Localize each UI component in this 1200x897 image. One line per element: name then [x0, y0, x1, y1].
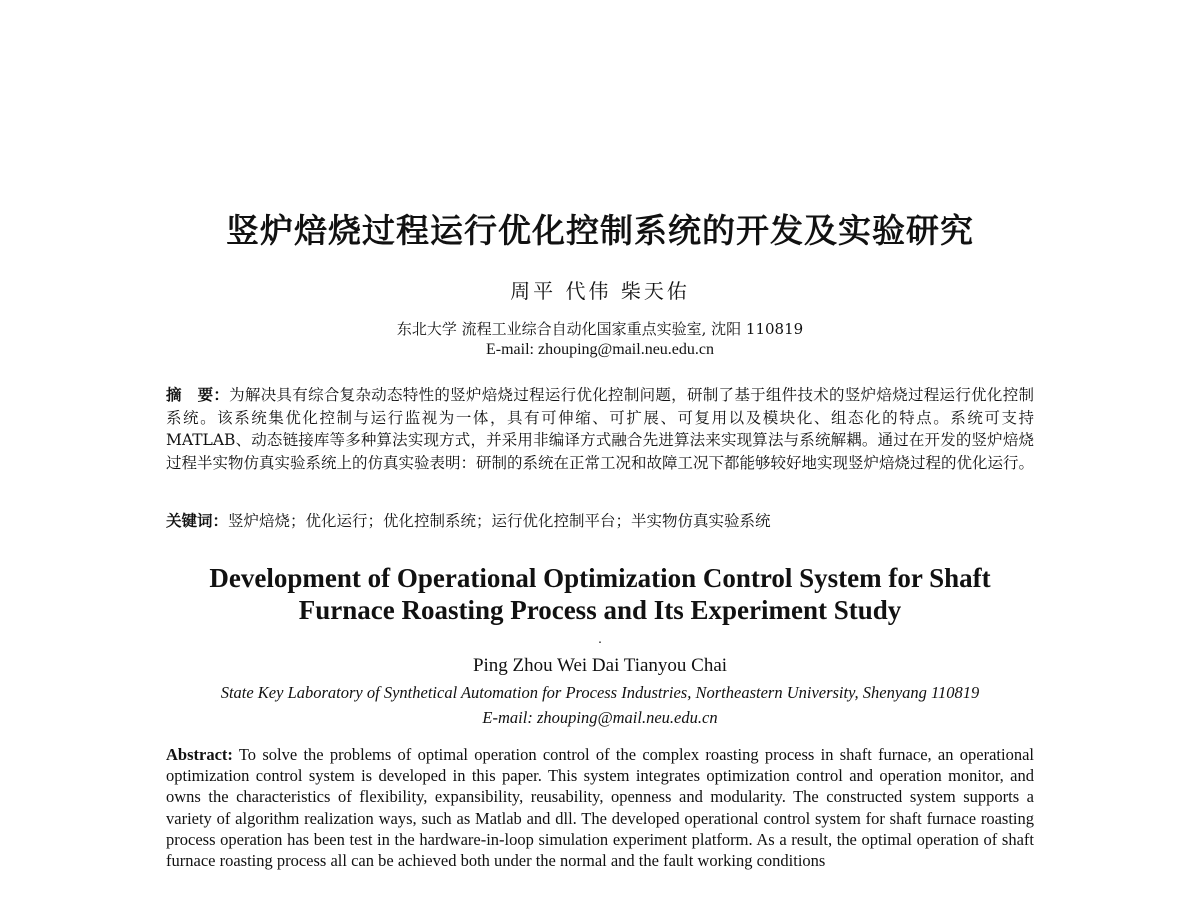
english-title — [0, 562, 1200, 626]
english-title-line-2: Furnace Roasting Process and Its Experiment Study — [298, 595, 902, 625]
english-abstract-label: Abstract: — [166, 745, 233, 764]
chinese-keywords-label: 关键词： — [166, 512, 229, 530]
english-abstract-text: To solve the problems of optimal operation control of the complex roasting process in shaft furnace, an operational optimization control system is developed in this paper. This system integrates optimization control and operation monitor, and owns the characteristics of flexibility, expansibility, reusability, openness and modularity. The constructed system supports a variety of algorithm realization ways, such as Matlab and dll. The developed operational control system for shaft furnace roasting process operation has been test in the hardware-in-loop simulation experiment platform. As a result, the optimal operation of shaft furnace roasting process all can be achieved both under the normal and the fault working conditions — [166, 745, 1034, 871]
chinese-abstract — [166, 384, 1034, 474]
english-affiliation: State Key Laboratory of Synthetical Automation for Process Industries, Northeastern University, Shenyang 110819 — [220, 683, 980, 702]
separator-dot: . — [598, 632, 602, 647]
english-email: E-mail: zhouping@mail.neu.edu.cn — [482, 708, 718, 727]
chinese-abstract-label: 摘 要： — [166, 386, 230, 404]
chinese-title: 竖炉焙烧过程运行优化控制系统的开发及实验研究 — [226, 211, 974, 250]
chinese-affiliation: 东北大学 流程工业综合自动化国家重点实验室, 沈阳 110819 — [396, 320, 804, 338]
english-title-line-1: Development of Operational Optimization Control System for Shaft — [209, 563, 991, 593]
chinese-authors: 周平 代伟 柴天佑 — [510, 279, 690, 303]
chinese-email: E-mail: zhouping@mail.neu.edu.cn — [485, 341, 714, 358]
english-authors: Ping Zhou Wei Dai Tianyou Chai — [472, 655, 728, 676]
chinese-abstract-text: 为解决具有综合复杂动态特性的竖炉焙烧过程运行优化控制问题，研制了基于组件技术的竖炉焙烧过程运行优化控制系统。该系统集优化控制与运行监视为一体，具有可伸缩、可扩展、可复用以及模块化、组态化的特点。系统可支持MATLAB、动态链接库等多种算法实现方式，并采用非编译方式融合先进算法来实现算法与系统解耦。通过在开发的竖炉焙烧过程半实物仿真实验系统上的仿真实验表明：研制的系统在正常工况和故障工况下都能够较好地实现竖炉焙烧过程的优化运行。 — [166, 386, 1035, 472]
chinese-keywords-text: 竖炉焙烧；优化运行；优化控制系统；运行优化控制平台；半实物仿真实验系统 — [228, 512, 771, 530]
chinese-keywords — [166, 509, 1034, 531]
english-abstract — [166, 744, 1034, 871]
